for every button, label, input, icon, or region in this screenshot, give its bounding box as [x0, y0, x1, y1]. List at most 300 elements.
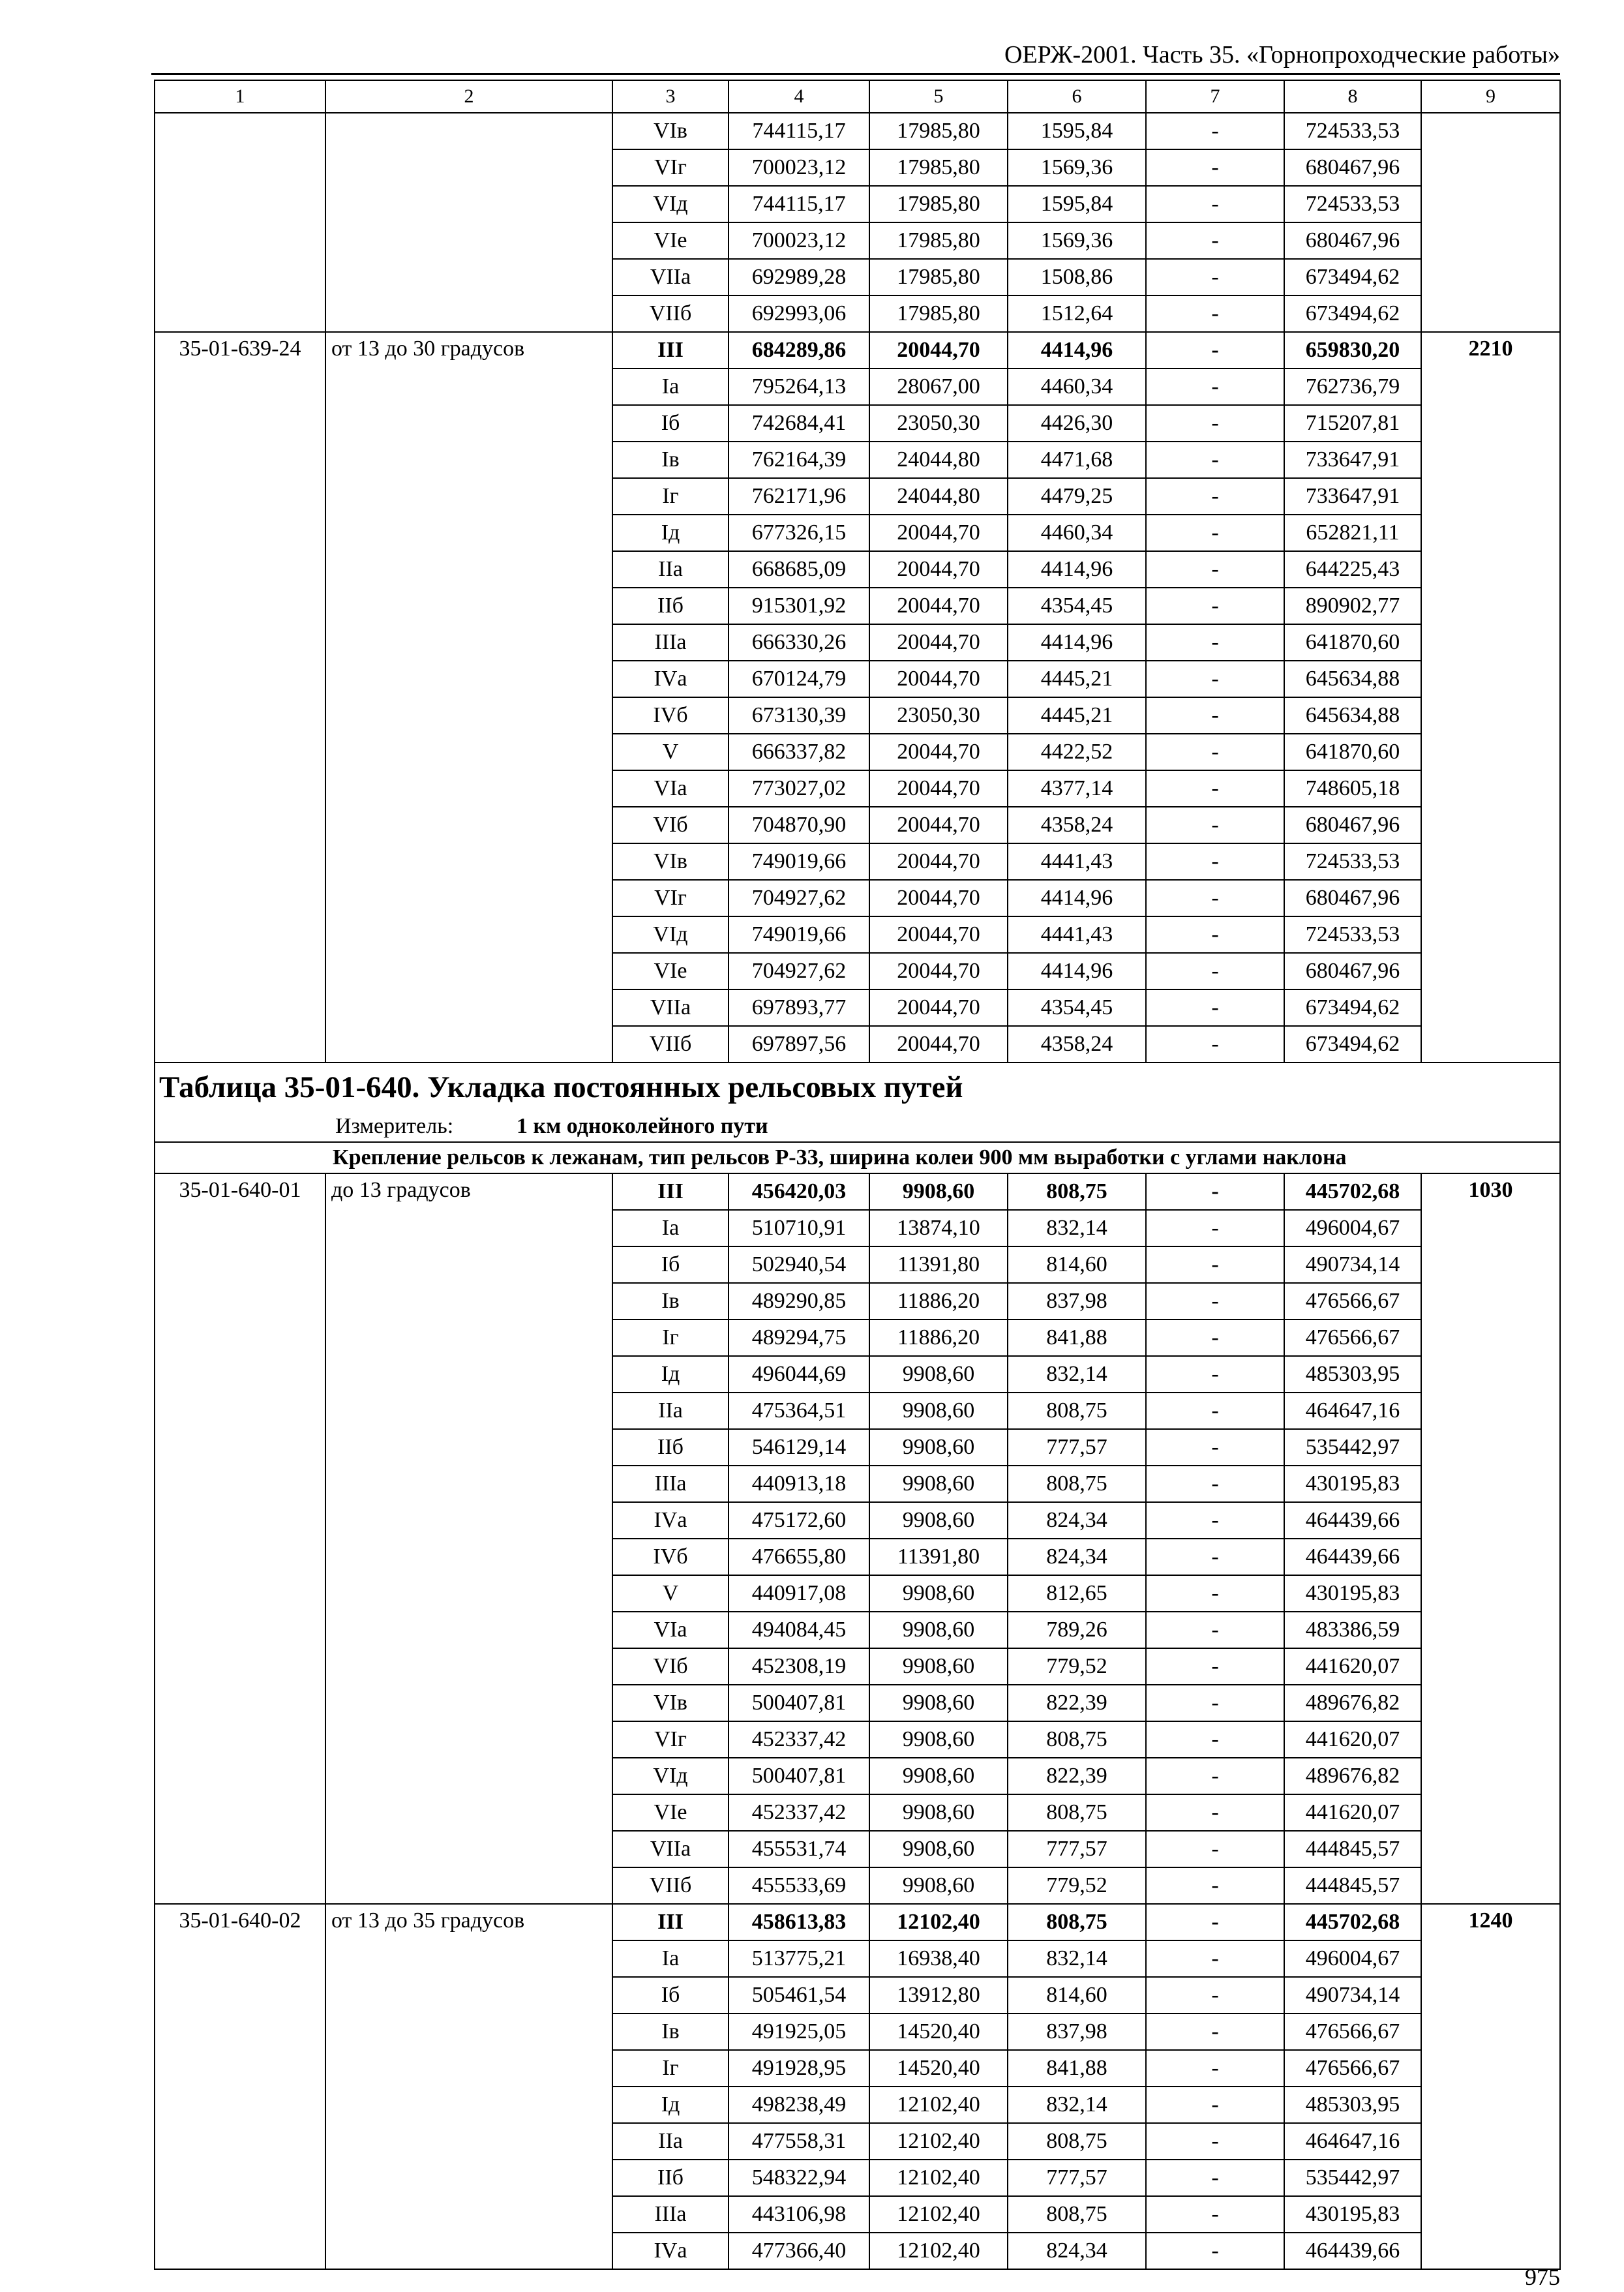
value-cell: - — [1146, 405, 1284, 442]
value-cell: 17985,80 — [869, 222, 1008, 259]
value-cell: - — [1146, 1393, 1284, 1429]
value-cell: 12102,40 — [869, 2087, 1008, 2123]
value-cell: 4414,96 — [1008, 880, 1146, 916]
value-cell: - — [1146, 2123, 1284, 2160]
value-cell: - — [1146, 734, 1284, 770]
zone-cell: IVб — [612, 697, 729, 734]
header-rule — [151, 73, 1560, 75]
value-cell: 11886,20 — [869, 1319, 1008, 1356]
zone-cell: Iв — [612, 442, 729, 478]
value-cell: - — [1146, 1539, 1284, 1575]
value-cell: 510710,91 — [729, 1210, 869, 1246]
value-cell: 9908,60 — [869, 1721, 1008, 1758]
value-cell: 841,88 — [1008, 1319, 1146, 1356]
column-number: 6 — [1008, 80, 1146, 113]
value-cell: 441620,07 — [1284, 1648, 1421, 1685]
zone-cell: IIб — [612, 1429, 729, 1466]
value-cell: 724533,53 — [1284, 916, 1421, 953]
value-cell: 724533,53 — [1284, 843, 1421, 880]
running-header: ОЕРЖ-2001. Часть 35. «Горнопроходческие работы» — [1004, 41, 1560, 68]
value-cell: 13912,80 — [869, 1977, 1008, 2013]
value-cell: 673494,62 — [1284, 989, 1421, 1026]
zone-cell: VIб — [612, 1648, 729, 1685]
value-cell: - — [1146, 1831, 1284, 1867]
zone-cell: IIб — [612, 588, 729, 624]
value-cell: - — [1146, 113, 1284, 149]
value-cell: 20044,70 — [869, 916, 1008, 953]
value-cell: 20044,70 — [869, 515, 1008, 551]
page-number: 975 — [1525, 2264, 1560, 2290]
table-row — [155, 1904, 1560, 1940]
value-cell: 489676,82 — [1284, 1758, 1421, 1794]
value-cell: 490734,14 — [1284, 1977, 1421, 2013]
value-cell: 680467,96 — [1284, 880, 1421, 916]
value-cell: - — [1146, 1319, 1284, 1356]
value-cell: 441620,07 — [1284, 1721, 1421, 1758]
value-cell: - — [1146, 916, 1284, 953]
value-cell: 496004,67 — [1284, 1210, 1421, 1246]
value-cell: 20044,70 — [869, 880, 1008, 916]
value-cell: 808,75 — [1008, 1721, 1146, 1758]
value-cell: 4358,24 — [1008, 807, 1146, 843]
rate-code — [155, 113, 325, 332]
value-cell: - — [1146, 1173, 1284, 1210]
value-cell: 795264,13 — [729, 369, 869, 405]
value-cell: 4414,96 — [1008, 953, 1146, 989]
measure-value: 1 км одноколейного пути — [517, 1114, 768, 1138]
value-cell: 777,57 — [1008, 2160, 1146, 2196]
zone-cell: IVа — [612, 661, 729, 697]
value-cell: 12102,40 — [869, 1904, 1008, 1940]
zone-cell: VIе — [612, 953, 729, 989]
value-cell: 458613,83 — [729, 1904, 869, 1940]
labor-total — [1421, 113, 1560, 332]
zone-cell: IIб — [612, 2160, 729, 2196]
value-cell: 20044,70 — [869, 953, 1008, 989]
value-cell: 9908,60 — [869, 1794, 1008, 1831]
value-cell: 777,57 — [1008, 1429, 1146, 1466]
value-cell: 20044,70 — [869, 807, 1008, 843]
value-cell: 17985,80 — [869, 295, 1008, 332]
value-cell: 444845,57 — [1284, 1867, 1421, 1904]
value-cell: - — [1146, 880, 1284, 916]
zone-cell: VIа — [612, 770, 729, 807]
value-cell: 483386,59 — [1284, 1612, 1421, 1648]
value-cell: 498238,49 — [729, 2087, 869, 2123]
rate-description: до 13 градусов — [325, 1173, 612, 1904]
zone-cell: VIIб — [612, 1867, 729, 1904]
value-cell: 20044,70 — [869, 989, 1008, 1026]
value-cell: - — [1146, 697, 1284, 734]
value-cell: 445702,68 — [1284, 1904, 1421, 1940]
value-cell: 20044,70 — [869, 734, 1008, 770]
value-cell: 4441,43 — [1008, 916, 1146, 953]
value-cell: 1569,36 — [1008, 149, 1146, 186]
zone-cell: III — [612, 1173, 729, 1210]
value-cell: 641870,60 — [1284, 624, 1421, 661]
value-cell: - — [1146, 332, 1284, 369]
value-cell: 808,75 — [1008, 1794, 1146, 1831]
rate-code: 35-01-639-24 — [155, 332, 325, 1063]
value-cell: 4422,52 — [1008, 734, 1146, 770]
value-cell: 890902,77 — [1284, 588, 1421, 624]
value-cell: 824,34 — [1008, 2233, 1146, 2269]
value-cell: 20044,70 — [869, 588, 1008, 624]
value-cell: 9908,60 — [869, 1502, 1008, 1539]
zone-cell: VIд — [612, 916, 729, 953]
zone-cell: VIд — [612, 186, 729, 222]
rates-table-body — [155, 80, 1560, 2269]
value-cell: 505461,54 — [729, 1977, 869, 2013]
value-cell: 475172,60 — [729, 1502, 869, 1539]
value-cell: 641870,60 — [1284, 734, 1421, 770]
subheader-row — [155, 1142, 1560, 1173]
value-cell: 496004,67 — [1284, 1940, 1421, 1977]
table-row — [155, 1173, 1560, 1210]
value-cell: 17985,80 — [869, 113, 1008, 149]
value-cell: 443106,98 — [729, 2196, 869, 2233]
value-cell: 677326,15 — [729, 515, 869, 551]
value-cell: 9908,60 — [869, 1173, 1008, 1210]
measure-row — [155, 1111, 1560, 1142]
value-cell: 814,60 — [1008, 1246, 1146, 1283]
value-cell: 744115,17 — [729, 113, 869, 149]
value-cell: 17985,80 — [869, 259, 1008, 295]
value-cell: 430195,83 — [1284, 1575, 1421, 1612]
value-cell: 490734,14 — [1284, 1246, 1421, 1283]
labor-total: 2210 — [1421, 332, 1560, 1063]
measure-cell — [155, 1111, 1560, 1142]
value-cell: 12102,40 — [869, 2160, 1008, 2196]
value-cell: 476655,80 — [729, 1539, 869, 1575]
value-cell: 666330,26 — [729, 624, 869, 661]
value-cell: 24044,80 — [869, 478, 1008, 515]
value-cell: 9908,60 — [869, 1831, 1008, 1867]
value-cell: 697897,56 — [729, 1026, 869, 1063]
value-cell: - — [1146, 2050, 1284, 2087]
zone-cell: VIв — [612, 1685, 729, 1721]
value-cell: 822,39 — [1008, 1685, 1146, 1721]
zone-cell: Iб — [612, 1246, 729, 1283]
value-cell: 513775,21 — [729, 1940, 869, 1977]
value-cell: 4414,96 — [1008, 332, 1146, 369]
zone-cell: VIе — [612, 222, 729, 259]
value-cell: 673494,62 — [1284, 259, 1421, 295]
zone-cell: VIа — [612, 1612, 729, 1648]
zone-cell: IVб — [612, 1539, 729, 1575]
value-cell: 659830,20 — [1284, 332, 1421, 369]
value-cell: 20044,70 — [869, 332, 1008, 369]
value-cell: - — [1146, 222, 1284, 259]
value-cell: 452337,42 — [729, 1794, 869, 1831]
column-number: 3 — [612, 80, 729, 113]
value-cell: - — [1146, 1794, 1284, 1831]
value-cell: 824,34 — [1008, 1502, 1146, 1539]
value-cell: 9908,60 — [869, 1612, 1008, 1648]
value-cell: 680467,96 — [1284, 953, 1421, 989]
value-cell: - — [1146, 588, 1284, 624]
zone-cell: IIIа — [612, 1466, 729, 1502]
value-cell: - — [1146, 624, 1284, 661]
zone-cell: Iв — [612, 2013, 729, 2050]
zone-cell: V — [612, 734, 729, 770]
value-cell: 9908,60 — [869, 1648, 1008, 1685]
table-title: Таблица 35-01-640. Укладка постоянных рельсовых путей — [155, 1063, 1560, 1111]
value-cell: 779,52 — [1008, 1867, 1146, 1904]
value-cell: 455531,74 — [729, 1831, 869, 1867]
zone-cell: Iб — [612, 1977, 729, 2013]
value-cell: 445702,68 — [1284, 1173, 1421, 1210]
value-cell: 697893,77 — [729, 989, 869, 1026]
value-cell: 20044,70 — [869, 661, 1008, 697]
value-cell: 440913,18 — [729, 1466, 869, 1502]
value-cell: 748605,18 — [1284, 770, 1421, 807]
column-number: 5 — [869, 80, 1008, 113]
value-cell: - — [1146, 1648, 1284, 1685]
zone-cell: IIIа — [612, 624, 729, 661]
zone-cell: III — [612, 332, 729, 369]
value-cell: 12102,40 — [869, 2233, 1008, 2269]
zone-cell: VIIб — [612, 295, 729, 332]
value-cell: 13874,10 — [869, 1210, 1008, 1246]
zone-cell: Iг — [612, 1319, 729, 1356]
value-cell: 822,39 — [1008, 1758, 1146, 1794]
value-cell: 502940,54 — [729, 1246, 869, 1283]
value-cell: 546129,14 — [729, 1429, 869, 1466]
value-cell: 1512,64 — [1008, 295, 1146, 332]
value-cell: 814,60 — [1008, 1977, 1146, 2013]
value-cell: 4471,68 — [1008, 442, 1146, 478]
value-cell: 4414,96 — [1008, 624, 1146, 661]
column-number: 4 — [729, 80, 869, 113]
zone-cell: IVа — [612, 1502, 729, 1539]
value-cell: - — [1146, 1940, 1284, 1977]
value-cell: 808,75 — [1008, 2196, 1146, 2233]
zone-cell: VIIб — [612, 1026, 729, 1063]
zone-cell: Iд — [612, 515, 729, 551]
value-cell: 4479,25 — [1008, 478, 1146, 515]
column-number: 8 — [1284, 80, 1421, 113]
value-cell: 832,14 — [1008, 2087, 1146, 2123]
zone-cell: Iа — [612, 369, 729, 405]
rate-description: от 13 до 35 градусов — [325, 1904, 612, 2269]
value-cell: 12102,40 — [869, 2123, 1008, 2160]
value-cell: 749019,66 — [729, 916, 869, 953]
value-cell: 464647,16 — [1284, 2123, 1421, 2160]
value-cell: 808,75 — [1008, 1904, 1146, 1940]
value-cell: 430195,83 — [1284, 2196, 1421, 2233]
value-cell: 9908,60 — [869, 1758, 1008, 1794]
value-cell: - — [1146, 1466, 1284, 1502]
value-cell: 9908,60 — [869, 1393, 1008, 1429]
value-cell: 4358,24 — [1008, 1026, 1146, 1063]
column-number: 7 — [1146, 80, 1284, 113]
value-cell: 644225,43 — [1284, 551, 1421, 588]
zone-cell: IIа — [612, 551, 729, 588]
table-row — [155, 332, 1560, 369]
value-cell: 837,98 — [1008, 1283, 1146, 1319]
value-cell: - — [1146, 259, 1284, 295]
value-cell: 724533,53 — [1284, 186, 1421, 222]
value-cell: 673130,39 — [729, 697, 869, 734]
value-cell: 477366,40 — [729, 2233, 869, 2269]
value-cell: 548322,94 — [729, 2160, 869, 2196]
value-cell: 20044,70 — [869, 624, 1008, 661]
value-cell: 9908,60 — [869, 1575, 1008, 1612]
value-cell: - — [1146, 2160, 1284, 2196]
value-cell: 715207,81 — [1284, 405, 1421, 442]
value-cell: 28067,00 — [869, 369, 1008, 405]
value-cell: 762171,96 — [729, 478, 869, 515]
value-cell: 491928,95 — [729, 2050, 869, 2087]
value-cell: 673494,62 — [1284, 1026, 1421, 1063]
value-cell: - — [1146, 149, 1284, 186]
value-cell: 11391,80 — [869, 1246, 1008, 1283]
value-cell: 4354,45 — [1008, 989, 1146, 1026]
value-cell: 733647,91 — [1284, 478, 1421, 515]
value-cell: 733647,91 — [1284, 442, 1421, 478]
value-cell: 494084,45 — [729, 1612, 869, 1648]
value-cell: 666337,82 — [729, 734, 869, 770]
value-cell: 24044,80 — [869, 442, 1008, 478]
zone-cell: Iг — [612, 2050, 729, 2087]
zone-cell: Iд — [612, 2087, 729, 2123]
value-cell: 915301,92 — [729, 588, 869, 624]
value-cell: 491925,05 — [729, 2013, 869, 2050]
zone-cell: VIд — [612, 1758, 729, 1794]
value-cell: - — [1146, 1356, 1284, 1393]
value-cell: - — [1146, 989, 1284, 1026]
value-cell: 444845,57 — [1284, 1831, 1421, 1867]
value-cell: - — [1146, 807, 1284, 843]
zone-cell: Iа — [612, 1210, 729, 1246]
value-cell: 464647,16 — [1284, 1393, 1421, 1429]
value-cell: 808,75 — [1008, 1466, 1146, 1502]
value-cell: 704927,62 — [729, 880, 869, 916]
value-cell: 23050,30 — [869, 697, 1008, 734]
value-cell: 680467,96 — [1284, 149, 1421, 186]
rate-code: 35-01-640-01 — [155, 1173, 325, 1904]
labor-total: 1030 — [1421, 1173, 1560, 1904]
value-cell: 744115,17 — [729, 186, 869, 222]
value-cell: - — [1146, 1575, 1284, 1612]
value-cell: 440917,08 — [729, 1575, 869, 1612]
value-cell: 16938,40 — [869, 1940, 1008, 1977]
value-cell: 9908,60 — [869, 1867, 1008, 1904]
value-cell: 749019,66 — [729, 843, 869, 880]
zone-cell: VIIа — [612, 989, 729, 1026]
labor-total: 1240 — [1421, 1904, 1560, 2269]
value-cell: 452308,19 — [729, 1648, 869, 1685]
value-cell: - — [1146, 478, 1284, 515]
value-cell: 824,34 — [1008, 1539, 1146, 1575]
value-cell: - — [1146, 1904, 1284, 1940]
zone-cell: IIа — [612, 1393, 729, 1429]
zone-cell: Iг — [612, 478, 729, 515]
value-cell: 1595,84 — [1008, 186, 1146, 222]
value-cell: 779,52 — [1008, 1648, 1146, 1685]
value-cell: 464439,66 — [1284, 1502, 1421, 1539]
value-cell: - — [1146, 1246, 1284, 1283]
value-cell: 832,14 — [1008, 1940, 1146, 1977]
column-number: 1 — [155, 80, 325, 113]
section-subheader: Крепление рельсов к лежанам, тип рельсов Р-33, ширина колеи 900 мм выработки с углами наклона — [155, 1142, 1560, 1173]
value-cell: - — [1146, 1026, 1284, 1063]
rates-table — [154, 80, 1561, 2270]
zone-cell: Iв — [612, 1283, 729, 1319]
value-cell: 4445,21 — [1008, 661, 1146, 697]
value-cell: 670124,79 — [729, 661, 869, 697]
value-cell: - — [1146, 1429, 1284, 1466]
column-number: 2 — [325, 80, 612, 113]
zone-cell: IVа — [612, 2233, 729, 2269]
zone-cell: VIб — [612, 807, 729, 843]
value-cell: 23050,30 — [869, 405, 1008, 442]
value-cell: - — [1146, 1612, 1284, 1648]
value-cell: 808,75 — [1008, 1173, 1146, 1210]
value-cell: - — [1146, 515, 1284, 551]
value-cell: 9908,60 — [869, 1429, 1008, 1466]
value-cell: 692993,06 — [729, 295, 869, 332]
table-title-row — [155, 1063, 1560, 1111]
measure-label: Измеритель: — [335, 1114, 454, 1138]
rate-code: 35-01-640-02 — [155, 1904, 325, 2269]
value-cell: 1569,36 — [1008, 222, 1146, 259]
value-cell: - — [1146, 770, 1284, 807]
zone-cell: VIв — [612, 113, 729, 149]
value-cell: 20044,70 — [869, 843, 1008, 880]
value-cell: 841,88 — [1008, 2050, 1146, 2087]
value-cell: 475364,51 — [729, 1393, 869, 1429]
value-cell: 652821,11 — [1284, 515, 1421, 551]
value-cell: 20044,70 — [869, 551, 1008, 588]
value-cell: 680467,96 — [1284, 222, 1421, 259]
value-cell: - — [1146, 1502, 1284, 1539]
column-number: 9 — [1421, 80, 1560, 113]
value-cell: 762164,39 — [729, 442, 869, 478]
value-cell: 485303,95 — [1284, 2087, 1421, 2123]
value-cell: 4441,43 — [1008, 843, 1146, 880]
zone-cell: Iа — [612, 1940, 729, 1977]
value-cell: 9908,60 — [869, 1356, 1008, 1393]
value-cell: 452337,42 — [729, 1721, 869, 1758]
zone-cell: IIа — [612, 2123, 729, 2160]
value-cell: 704927,62 — [729, 953, 869, 989]
zone-cell: Iд — [612, 1356, 729, 1393]
value-cell: 700023,12 — [729, 149, 869, 186]
value-cell: - — [1146, 2233, 1284, 2269]
value-cell: 762736,79 — [1284, 369, 1421, 405]
zone-cell: VIIа — [612, 1831, 729, 1867]
value-cell: - — [1146, 1867, 1284, 1904]
value-cell: 742684,41 — [729, 405, 869, 442]
value-cell: 17985,80 — [869, 149, 1008, 186]
value-cell: - — [1146, 369, 1284, 405]
table-row — [155, 113, 1560, 149]
zone-cell: VIг — [612, 149, 729, 186]
value-cell: 4460,34 — [1008, 515, 1146, 551]
value-cell: 9908,60 — [869, 1685, 1008, 1721]
value-cell: 832,14 — [1008, 1210, 1146, 1246]
value-cell: 496044,69 — [729, 1356, 869, 1393]
value-cell: 673494,62 — [1284, 295, 1421, 332]
value-cell: 500407,81 — [729, 1758, 869, 1794]
value-cell: 476566,67 — [1284, 2050, 1421, 2087]
value-cell: - — [1146, 1977, 1284, 2013]
zone-cell: VIг — [612, 1721, 729, 1758]
value-cell: 535442,97 — [1284, 2160, 1421, 2196]
zone-cell: IIIа — [612, 2196, 729, 2233]
